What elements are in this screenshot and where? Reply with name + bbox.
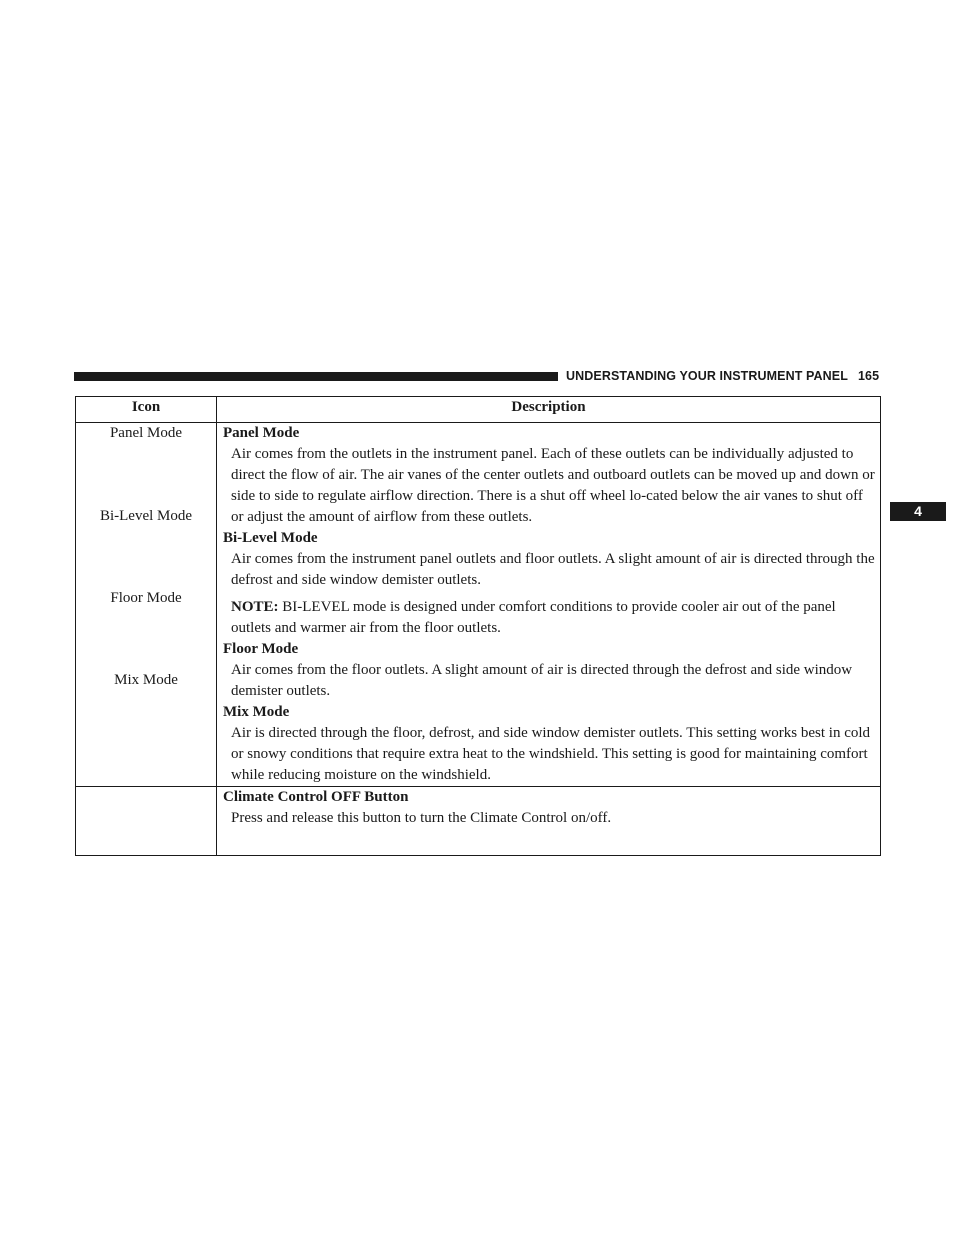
column-header-icon: Icon — [76, 397, 217, 423]
climate-modes-table — [75, 396, 881, 856]
running-header — [566, 369, 879, 383]
description-cell — [217, 787, 881, 856]
floor-mode-text: Air comes from the floor outlets. A slight amount of air is directed through the defrost and side window demister outlets. — [231, 662, 853, 699]
header-rule — [74, 372, 558, 381]
mix-mode-title: Mix Mode — [223, 704, 290, 720]
table-header-row — [76, 397, 881, 423]
off-button-title: Climate Control OFF Button — [223, 789, 409, 805]
mix-mode-text: Air is directed through the floor, defrost, and side window demister outlets. This setting works best in cold or snowy conditions that require extra heat to the windshield. This setting is good for maintaining comfort while reducing moisture on the windshield. — [231, 725, 871, 783]
section-title: UNDERSTANDING YOUR INSTRUMENT PANEL — [566, 369, 848, 383]
bi-level-mode-title: Bi-Level Mode — [223, 530, 318, 546]
note-label: NOTE: — [231, 599, 279, 615]
panel-mode-title: Panel Mode — [223, 425, 300, 441]
description-cell — [217, 423, 881, 787]
chapter-tab: 4 — [890, 502, 946, 521]
bi-level-note — [223, 597, 876, 639]
icon-label-panel-mode: Panel Mode — [109, 425, 183, 441]
icon-cell-empty — [76, 787, 217, 856]
panel-mode-text: Air comes from the outlets in the instrument panel. Each of these outlets can be individually adjusted to direct the flow of air. The air vanes of the center outlets and outboard outlets can be moved up and down or side to side to regulate airflow direction. There is a shut off wheel lo-cated below the air vanes to shut off or adjust the amount of airflow from these outlets. — [231, 446, 875, 525]
note-text: BI-LEVEL mode is designed under comfort conditions to provide cooler air out of the panel outlets and warmer air from the floor outlets. — [231, 599, 836, 636]
icon-cell — [76, 423, 217, 787]
icon-label-mix-mode: Mix Mode — [114, 672, 178, 688]
page-number: 165 — [857, 369, 880, 383]
column-header-description: Description — [217, 397, 881, 423]
floor-mode-title: Floor Mode — [223, 641, 299, 657]
off-button-text: Press and release this button to turn the Climate Control on/off. — [231, 810, 612, 826]
icon-label-bi-level-mode: Bi-Level Mode — [99, 508, 193, 524]
icon-label-floor-mode: Floor Mode — [110, 590, 182, 606]
bi-level-mode-text: Air comes from the instrument panel outlets and floor outlets. A slight amount of air is directed through the defrost and side window demister outlets. — [231, 551, 875, 588]
table-row — [76, 787, 881, 856]
table-row — [76, 423, 881, 787]
